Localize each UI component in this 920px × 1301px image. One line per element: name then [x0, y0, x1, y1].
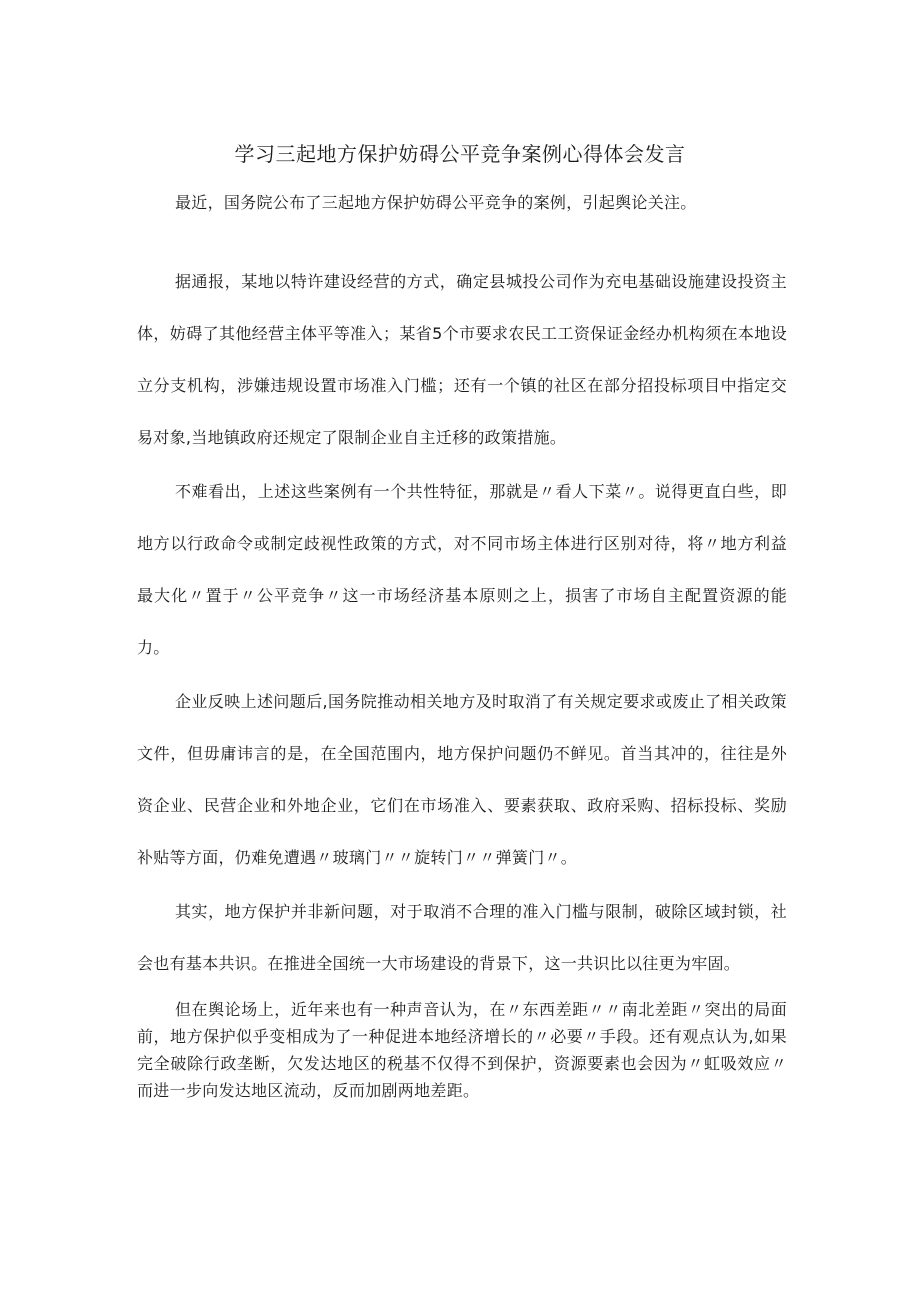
paragraph-consensus: 其实，地方保护并非新问题，对于取消不合理的准入门槛与限制，破除区域封锁，社会也有基本共识。在推进全国统一大市场建设的背景下，这一共识比以往更为牢固。 — [137, 902, 787, 973]
paragraph-intro: 最近，国务院公布了三起地方保护妨碍公平竞争的案例，引起舆论关注。 — [175, 193, 697, 212]
paragraph-enterprise: 企业反映上述问题后,国务院推动相关地方及时取消了有关规定要求或废止了相关政策文件，但毋庸讳言的是，在全国范围内，地方保护问题仍不鲜见。首当其冲的，往往是外资企业、民营企业和外地企业，它们在市场准入、要素获取、政府采购、招标投标、奖励补贴等方面，仍难免遭遇〃玻璃门〃〃旋转门〃〃弹簧门〃。 — [137, 692, 787, 867]
paragraph-analysis: 不难看出，上述这些案例有一个共性特征，那就是〃看人下菜〃。说得更直白些，即地方以行政命令或制定歧视性政策的方式，对不同市场主体进行区别对待，将〃地方利益最大化〃置于〃公平竞争〃这一市场经济基本原则之上，损害了市场自主配置资源的能力。 — [137, 482, 787, 657]
document-title: 学习三起地方保护妨碍公平竞争案例心得体会发言 — [234, 142, 686, 166]
paragraph-opinion: 但在舆论场上，近年来也有一种声音认为，在〃东西差距〃〃南北差距〃突出的局面前，地方保护似乎变相成为了一种促进本地经济增长的〃必要〃手段。还有观点认为,如果完全破除行政垄断，欠发达地区的税基不仅得不到保护，资源要素也会因为〃虹吸效应〃而进一步向发达地区流动，反而加剧两地差距。 — [137, 1000, 787, 1100]
paragraph-report: 据通报，某地以特许建设经营的方式，确定县城投公司作为充电基础设施建设投资主体，妨碍了其他经营主体平等准入；某省5个市要求农民工工资保证金经办机构须在本地设立分支机构，涉嫌违规设置市场准入门槛；还有一个镇的社区在部分招投标项目中指定交易对象,当地镇政府还规定了限制企业自主迁移的政策措施。 — [137, 272, 787, 447]
